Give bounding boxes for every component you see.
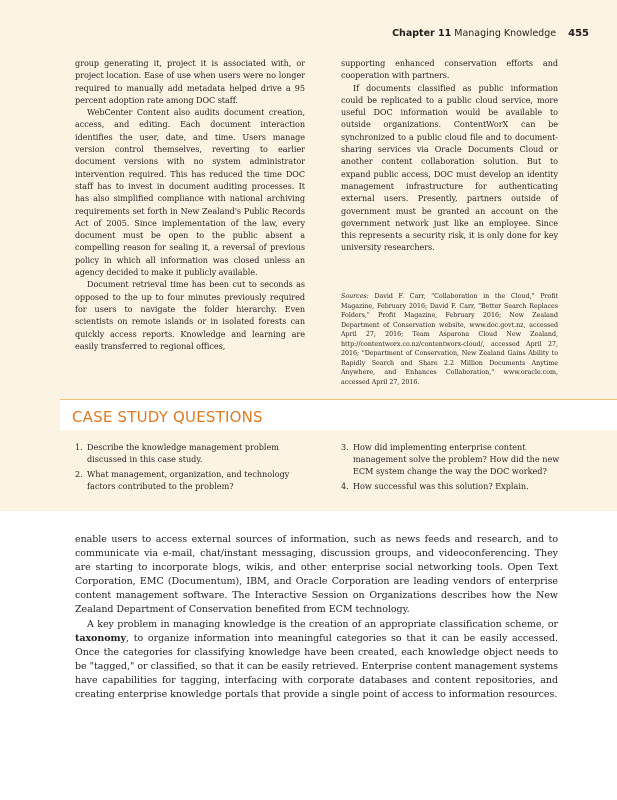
body-text-run: , to organize information into meaningful categories so that it can be easily accessed. Once the categories for classifying knowledge have been created, each knowledge object needs to be "tagged," or classified, so that it can be easily retrieved. Enterprise content management systems have capabilities for tagging, interfacing with corporate databases and content repositories, and creating enterprise knowledge portals that provide a single point of access to information resources.	[75, 632, 558, 701]
question-item	[341, 441, 561, 477]
question-number: 4.	[341, 481, 349, 491]
case-paragraph: group generating it, project it is associated with, or project location. Ease of use when users were no longer required to manually add metadata helped drive a 95 percent adoption rate among DOC staff.	[75, 58, 305, 105]
case-paragraph: If documents classified as public information could be replicated to a public cloud service, more useful DOC information would be available to outside organizations. ContentWorX can be synchronized to a public cloud file and to document-sharing services via Oracle Documents Cloud or another content collaboration solution. But to expand public access, DOC must develop an identity management infrastructure for authenticating external users. Presently, partners outside of government must be granted an account on the government network just like an employee. Since this represents a security risk, it is only done for key university researchers.	[341, 82, 558, 253]
sources-text: David F. Carr, "Collaboration in the Cloud," Profit Magazine, February 2016; David F. Carr, "Better Search Replaces Folders," Profit Magazine, February 2016; New Zealand Department of Conservation website, www.doc.govt.nz, accessed April 27, 2016; Team Asparona Cloud New Zealand, http://contentworx.co.nz/contentworx-cloud/, accessed April 27, 2016; "Department of Conservation, New Zealand Gains Ability to Rapidly Search and Share 2.2 Million Documents Anytime Anywhere, and Enhances Collaboration," www.oracle.com, accessed April 27, 2016.	[341, 293, 558, 386]
questions-header-band	[60, 399, 617, 430]
body-paragraph	[75, 618, 558, 703]
question-number: 3.	[341, 442, 349, 452]
question-item	[75, 468, 305, 492]
running-header	[392, 28, 589, 39]
question-number: 1.	[75, 442, 83, 452]
question-item	[75, 441, 305, 465]
questions-left	[75, 441, 305, 495]
case-right-column	[341, 57, 558, 254]
chapter-title: Managing Knowledge	[454, 28, 557, 39]
question-text: What management, organization, and technology factors contributed to the problem?	[87, 469, 290, 491]
question-number: 2.	[75, 469, 83, 479]
body-text-run: A key problem in managing knowledge is the creation of an appropriate classification scheme, or	[87, 618, 558, 630]
body-paragraph: enable users to access external sources of information, such as news feeds and research, and to communicate via e-mail, chat/instant messaging, discussion groups, and videoconferencing. They are starting to incorporate blogs, wikis, and other enterprise social networking tools. Open Text Corporation, EMC (Documentum), IBM, and Oracle Corporation are leading vendors of enterprise content management software. The Interactive Session on Organizations describes how the New Zealand Department of Conservation benefited from ECM technology.	[75, 534, 558, 616]
question-text: How successful was this solution? Explain.	[353, 481, 529, 491]
question-item	[341, 480, 561, 492]
questions-title: CASE STUDY QUESTIONS	[72, 408, 263, 426]
main-body-text	[75, 533, 558, 702]
case-paragraph: WebCenter Content also audits document creation, access, and editing. Each document interaction identifies the user, date, and time. Users manage version control themselves, reverting to earlier document versions with no system administrator intervention required. This has reduced the time DOC staff has to invest in document auditing processes. It has also simplified compliance with national archiving requirements set forth in New Zealand's Public Records Act of 2005. Since implementation of the law, every document must be open to the public absent a compelling reason for sealing it, a reversal of previous policy in which all information was closed unless an agency decided to make it publicly available.	[75, 107, 305, 278]
keyword-taxonomy: taxonomy	[75, 632, 126, 644]
case-paragraph: supporting enhanced conservation efforts and cooperation with partners.	[341, 58, 558, 81]
case-left-column	[75, 57, 305, 352]
question-text: Describe the knowledge management problem discussed in this case study.	[87, 442, 279, 464]
chapter-label: Chapter 11	[392, 28, 452, 39]
sources-label: Sources:	[341, 293, 369, 300]
sources-note	[341, 292, 558, 387]
case-paragraph: Document retrieval time has been cut to seconds as opposed to the up to four minutes previously required for users to navigate the folder hierarchy. Even scientists on remote islands or in isolated forests can quickly access reports. Knowledge and learning are easily transferred to regional offices,	[75, 279, 305, 351]
page-number: 455	[568, 28, 589, 39]
question-text: How did implementing enterprise content management solve the problem? How did the new ECM system change the way the DOC worked?	[353, 442, 560, 476]
questions-right	[341, 441, 561, 495]
